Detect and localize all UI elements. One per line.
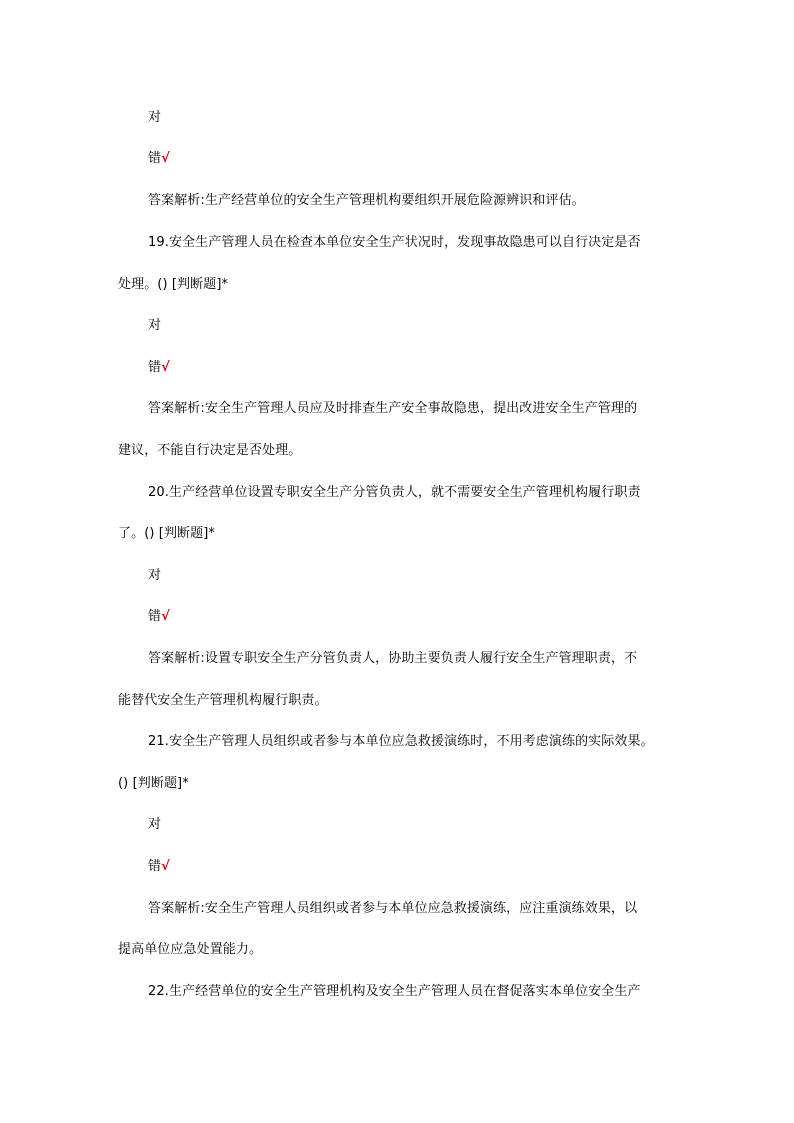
q21-analysis-line2: 提高单位应急处置能力。: [118, 942, 263, 957]
q20-option-false: [0, 608, 794, 626]
q20-option-false-label: 错: [148, 609, 162, 624]
q20-option-true-label: 对: [148, 568, 162, 583]
checkmark-icon: √: [161, 151, 170, 166]
q20-question-line2: 了。() [判断题]*: [118, 526, 216, 541]
q20-option-true: [0, 567, 794, 585]
q19-analysis-line1: 答案解析:安全生产管理人员应及时排查生产安全事故隐患，提出改进安全生产管理的: [148, 401, 638, 416]
q22-question-line1: 22.生产经营单位的安全生产管理机构及安全生产管理人员在督促落实本单位安全生产: [148, 984, 641, 999]
checkmark-icon: √: [161, 859, 170, 874]
q19-option-false-label: 错: [148, 360, 162, 375]
q21-option-true: [0, 816, 794, 834]
q21-option-false: [0, 858, 794, 876]
q18-option-false-label: 错: [148, 151, 162, 166]
q18-analysis: 答案解析:生产经营单位的安全生产管理机构要组织开展危险源辨识和评估。: [148, 193, 585, 208]
q21-question-line2: () [判断题]*: [118, 776, 189, 791]
q19-option-true: [0, 317, 794, 335]
q21-analysis-line1: 答案解析:安全生产管理人员组织或者参与本单位应急救援演练，应注重演练效果，以: [148, 901, 638, 916]
q18-option-false: [0, 150, 794, 168]
q19-option-true-label: 对: [148, 318, 162, 333]
q19-analysis-line2: 建议，不能自行决定是否处理。: [118, 443, 302, 458]
q19-option-false: [0, 359, 794, 377]
checkmark-icon: √: [161, 609, 170, 624]
q21-option-false-label: 错: [148, 859, 162, 874]
q19-question-line1: 19.安全生产管理人员在检查本单位安全生产状况时，发现事故隐患可以自行决定是否: [148, 235, 641, 250]
checkmark-icon: √: [161, 360, 170, 375]
q18-option-true: [0, 109, 794, 127]
q20-analysis-line1: 答案解析:设置专职安全生产分管负责人，协助主要负责人履行安全生产管理职责，不: [148, 651, 638, 666]
q21-question-line1: 21.安全生产管理人员组织或者参与本单位应急救援演练时，不用考虑演练的实际效果。: [148, 734, 654, 749]
q19-question-line2: 处理。() [判断题]*: [118, 277, 229, 292]
q20-question-line1: 20.生产经营单位设置专职安全生产分管负责人，就不需要安全生产管理机构履行职责: [148, 485, 641, 500]
q21-option-true-label: 对: [148, 817, 162, 832]
q20-analysis-line2: 能替代安全生产管理机构履行职责。: [118, 693, 328, 708]
q18-option-true-label: 对: [148, 110, 162, 125]
